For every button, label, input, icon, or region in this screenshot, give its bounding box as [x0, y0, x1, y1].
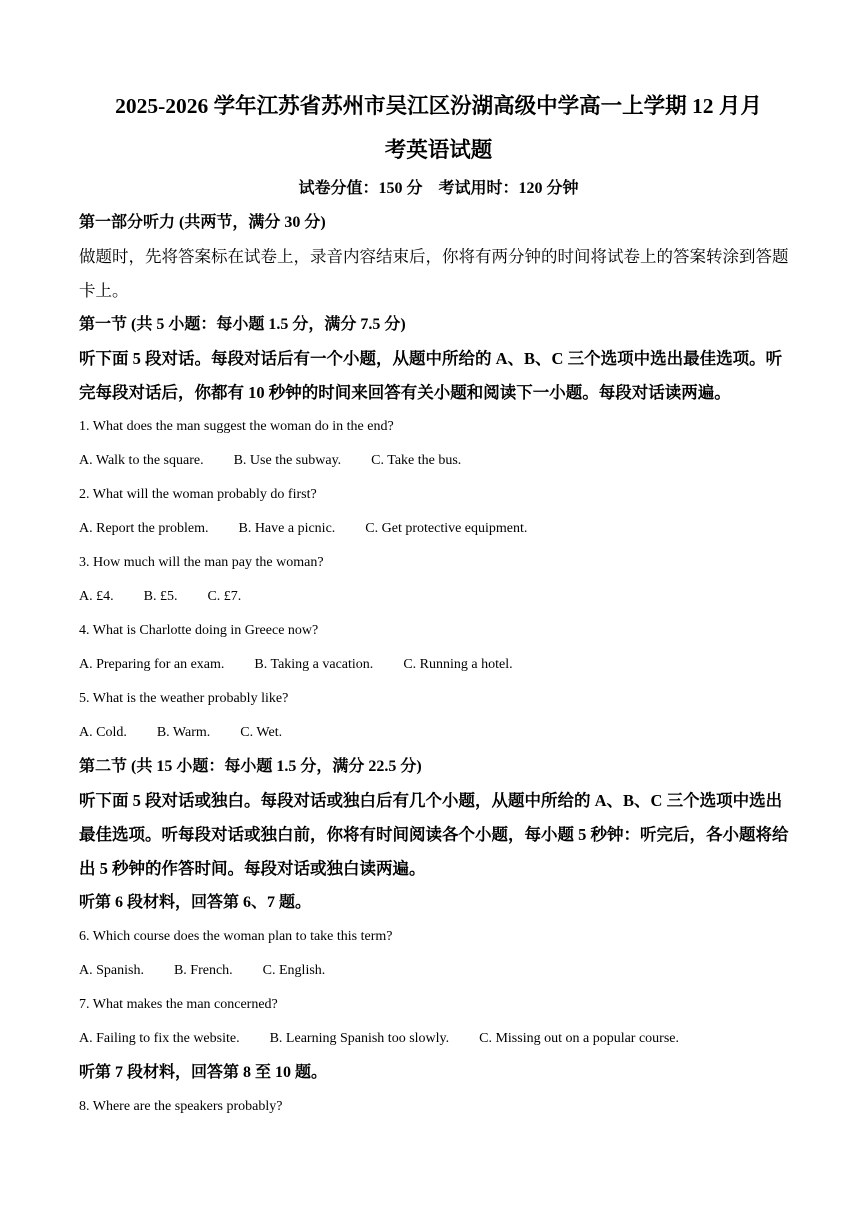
section1-instructions: 听下面 5 段对话。每段对话后有一个小题，从题中所给的 A、B、C 三个选项中选出最佳选项。听完每段对话后，你都有 10 秒钟的时间来回答有关小题和阅读下一小题。每段对话读两遍。: [79, 349, 783, 402]
question-4: 4. What is Charlotte doing in Greece now?: [79, 623, 319, 638]
question-6-options: [79, 954, 798, 988]
option-b: B. Have a picnic.: [238, 521, 336, 536]
question-7-options: [79, 1022, 798, 1056]
option-b: B. French.: [173, 963, 233, 978]
option-c: C. Missing out on a popular course.: [479, 1031, 679, 1046]
option-c: C. £7.: [207, 589, 242, 604]
question-3-options: [79, 580, 798, 614]
question-5-options: [79, 716, 798, 750]
option-a: A. Report the problem.: [79, 521, 209, 536]
option-c: C. Wet.: [240, 725, 283, 740]
question-1-options: [79, 444, 798, 478]
material-7-heading: 听第 7 段材料，回答第 8 至 10 题。: [79, 1064, 328, 1081]
option-b: B. Learning Spanish too slowly.: [269, 1031, 450, 1046]
section2-instructions: 听下面 5 段对话或独白。每段对话或独白后有几个小题，从题中所给的 A、B、C 三个选项中选出最佳选项。听每段对话或独白前，你将有时间阅读各个小题，每小题 5 秒钟：听完后，各小题将给出 5 秒钟的作答时间。每段对话或独白读两遍。: [79, 791, 789, 878]
option-a: A. Walk to the square.: [79, 453, 204, 468]
question-8: 8. Where are the speakers probably?: [79, 1099, 283, 1114]
question-1: 1. What does the man suggest the woman do in the end?: [79, 419, 394, 434]
option-c: C. Get protective equipment.: [365, 521, 528, 536]
question-4-options: [79, 648, 798, 682]
option-b: B. Warm.: [156, 725, 211, 740]
option-c: C. Take the bus.: [371, 453, 462, 468]
question-3: 3. How much will the man pay the woman?: [79, 555, 324, 570]
part1-instructions: 做题时，先将答案标在试卷上，录音内容结束后，你将有两分钟的时间将试卷上的答案转涂到答题卡上。: [79, 247, 789, 300]
option-c: C. English.: [262, 963, 326, 978]
material-6-heading: 听第 6 段材料，回答第 6、7 题。: [79, 894, 312, 911]
option-b: B. Taking a vacation.: [254, 657, 374, 672]
exam-title-line1: 2025-2026 学年江苏省苏州市吴江区汾湖高级中学高一上学期 12 月月: [115, 94, 762, 118]
question-2: 2. What will the woman probably do first?: [79, 487, 317, 502]
question-5: 5. What is the weather probably like?: [79, 691, 289, 706]
part1-heading: 第一部分听力 (共两节，满分 30 分): [79, 214, 326, 231]
section2-heading: 第二节 (共 15 小题：每小题 1.5 分，满分 22.5 分): [79, 758, 422, 775]
section1-heading: 第一节 (共 5 小题：每小题 1.5 分，满分 7.5 分): [79, 316, 406, 333]
option-a: A. £4.: [79, 589, 114, 604]
exam-title-line2: 考英语试题: [384, 138, 493, 162]
question-2-options: [79, 512, 798, 546]
option-a: A. Cold.: [79, 725, 127, 740]
option-c: C. Running a hotel.: [403, 657, 513, 672]
option-b: B. £5.: [143, 589, 178, 604]
option-a: A. Failing to fix the website.: [79, 1031, 240, 1046]
question-6: 6. Which course does the woman plan to take this term?: [79, 929, 393, 944]
question-7: 7. What makes the man concerned?: [79, 997, 278, 1012]
exam-meta: 试卷分值：150 分 考试用时：120 分钟: [298, 180, 579, 197]
option-a: A. Preparing for an exam.: [79, 657, 225, 672]
option-a: A. Spanish.: [79, 963, 144, 978]
option-b: B. Use the subway.: [233, 453, 342, 468]
